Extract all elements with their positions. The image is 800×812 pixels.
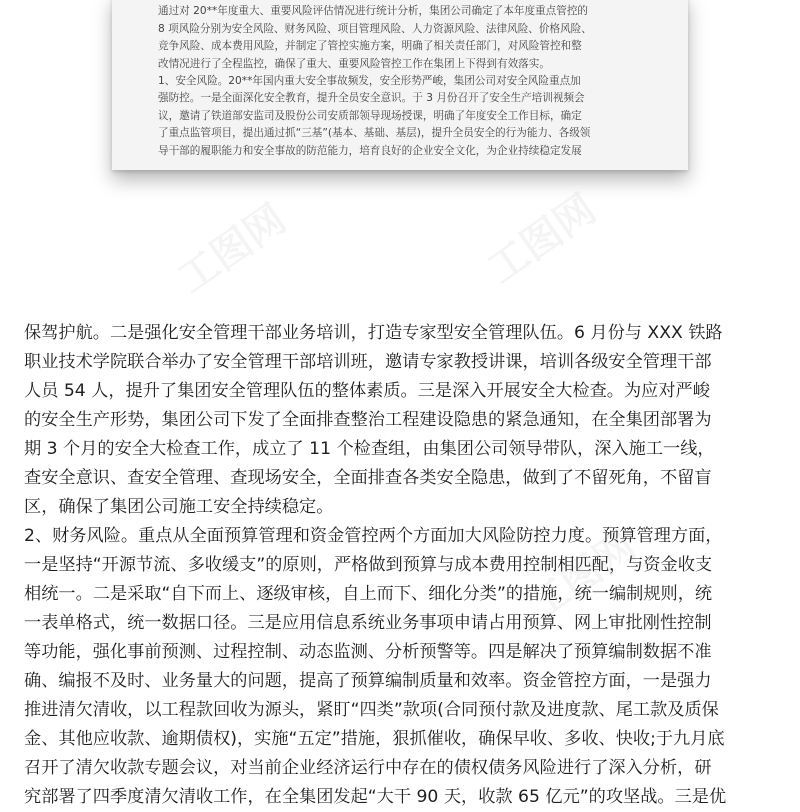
- paragraph-line: 推进清欠清收，以工程款回收为源头，紧盯“四类”款项(合同预付款及进度款、尾工款及质保: [24, 700, 719, 720]
- document-body: [24, 319, 780, 812]
- paragraph-line: 相统一。二是采取“自下而上、逐级审核，自上而下、细化分类”的措施，统一编制规则，统: [24, 584, 713, 604]
- paragraph-line: 一是坚持“开源节流、多收缓支”的原则，严格做到预算与成本费用控制相匹配，与资金收支: [24, 555, 713, 575]
- paragraph-line: 保驾护航。二是强化安全管理干部业务培训，打造专家型安全管理队伍。6 月份与 XXX 铁路: [24, 323, 723, 343]
- preview-line: 改情况进行了全程监控，确保了重大、重要风险管控工作在集团上下得到有效落实。: [158, 57, 550, 70]
- paragraph-line: 确、编报不及时、业务量大的问题，提高了预算编制质量和效率。资金管控方面，一是强力: [24, 671, 712, 691]
- preview-line: 1、安全风险。20**年国内重大安全事故频发，安全形势严峻，集团公司对安全风险重点加: [158, 75, 581, 88]
- paragraph-line: 究部署了四季度清欠清收工作，在全集团发起“大干 90 天，收款 65 亿元”的攻坚战。三是优: [24, 787, 727, 807]
- page-preview-card: [112, 0, 688, 170]
- preview-line: 竞争风险、成本费用风险，并制定了管控实施方案，明确了相关责任部门，对风险管控和整: [158, 40, 582, 53]
- preview-line: 8 项风险分别为安全风险、财务风险、项目管理风险、人力资源风险、法律风险、价格风险、: [158, 22, 592, 35]
- paragraph-line: 区，确保了集团公司施工安全持续稳定。: [24, 497, 334, 517]
- preview-area: [0, 0, 800, 300]
- paragraph-line: 2、财务风险。重点从全面预算管理和资金管控两个方面加大风险防控力度。预算管理方面，: [24, 526, 723, 546]
- paragraph-line: 等功能，强化事前预测、过程控制、动态监测、分析预警等。四是解决了预算编制数据不准: [24, 642, 712, 662]
- paragraph-line: 金、其他应收款、逾期债权)，实施“五定”措施，狠抓催收，确保早收、多收、快收;于九月底: [24, 729, 725, 749]
- preview-line: 强防控。一是全面深化安全教育，提升全员安全意识。于 3 月份召开了安全生产培训视频会: [158, 92, 585, 105]
- preview-line: 通过对 20**年度重大、重要风险评估情况进行统计分析，集团公司确定了本年度重点管控的: [158, 5, 589, 18]
- paragraph-line: 一表单格式，统一数据口径。三是应用信息系统业务事项申请占用预算、网上审批刚性控制: [24, 613, 712, 633]
- paragraph-line: 召开了清欠收款专题会议，对当前企业经济运行中存在的债权债务风险进行了深入分析，研: [24, 758, 712, 778]
- paragraph-line: 的安全生产形势，集团公司下发了全面排查整治工程建设隐患的紧急通知，在全集团部署为: [24, 410, 712, 430]
- paragraph-line: 查安全意识、查安全管理、查现场安全，全面排查各类安全隐患，做到了不留死角，不留盲: [24, 468, 712, 488]
- preview-text: [158, 0, 658, 160]
- preview-line: 了重点监管项目，提出通过抓“三基”(基本、基础、基层)，提升全员安全的行为能力、各级领: [158, 127, 591, 140]
- preview-line: 导干部的履职能力和安全事故的防范能力，培育良好的企业安全文化，为企业持续稳定发展: [158, 144, 582, 157]
- paragraph-line: 职业技术学院联合举办了安全管理干部培训班，邀请专家教授讲课，培训各级安全管理干部: [24, 352, 712, 372]
- preview-line: 议，邀请了铁道部安监司及股份公司安质部领导现场授课，明确了年度安全工作目标，确定: [158, 109, 582, 122]
- paragraph-line: 人员 54 人，提升了集团安全管理队伍的整体素质。三是深入开展安全大检查。为应对严峻: [24, 381, 710, 401]
- paragraph-line: 期 3 个月的安全大检查工作，成立了 11 个检查组，由集团公司领导带队，深入施工一线，: [24, 439, 715, 459]
